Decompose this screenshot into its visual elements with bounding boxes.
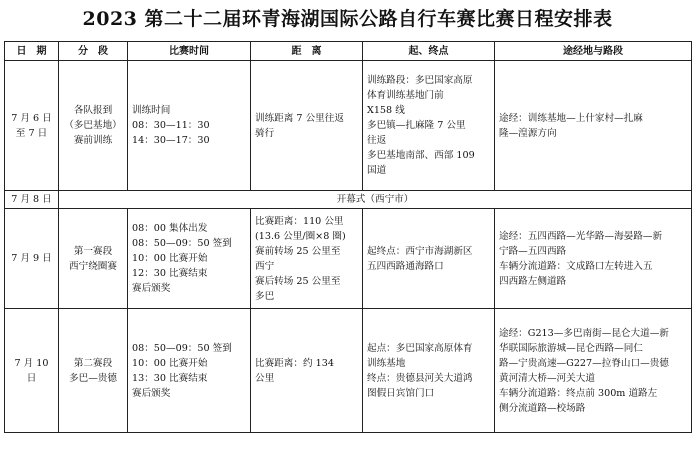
- cell-distance: 比赛距离：约 134 公里: [251, 309, 363, 433]
- cell-route: 途经：训练基地—上什家村—扎麻 隆—湟源方向: [495, 61, 692, 191]
- cell-time: 08：00 集体出发 08：50—09：50 签到 10：00 比赛开始 12：30 比赛结束 赛后颁奖: [128, 209, 251, 309]
- cell-endpoints: 起点：多巴国家高原体育 训练基地 终点：贵德县河关大道鸿 图假日宾馆门口: [363, 309, 495, 433]
- cell-time: 训练时间 08：30—11：30 14：30—17：30: [128, 61, 251, 191]
- page-title: 2023 第二十二届环青海湖国际公路自行车赛比赛日程安排表: [82, 8, 613, 30]
- cell-route: 途经：五四西路—光华路—海晏路—新 宁路—五四西路 车辆分流道路：文成路口左转进入五 四西路左侧道路: [495, 209, 692, 309]
- cell-distance: 比赛距离：110 公里 (13.6 公里/圈×8 圈) 赛前转场 25 公里至 西宁 赛后转场 25 公里至 多巴: [251, 209, 363, 309]
- header-endpoints: 起、终点: [363, 42, 495, 61]
- cell-stage: 第二赛段 多巴—贵德: [59, 309, 128, 433]
- header-stage: 分 段: [59, 42, 128, 61]
- cell-route: 途经：G213—多巴南街—昆仑大道—新 华联国际旅游城—昆仑西路—同仁 路—宁贵高速—G227—拉脊山口—贵德 黄河清大桥—河关大道 车辆分流道路：终点前 300m 道路左 侧分流道路—校场路: [495, 309, 692, 433]
- cell-time: 08：50—09：50 签到 10：00 比赛开始 13：30 比赛结束 赛后颁奖: [128, 309, 251, 433]
- cell-date: 7 月 9 日: [5, 209, 59, 309]
- header-date: 日 期: [5, 42, 59, 61]
- cell-stage: 各队报到 （多巴基地） 赛前训练: [59, 61, 128, 191]
- schedule-table: [4, 41, 692, 433]
- table-row: [5, 209, 692, 309]
- cell-endpoints: 起终点：西宁市海湖新区 五四西路通海路口: [363, 209, 495, 309]
- header-route: 途经地与路段: [495, 42, 692, 61]
- header-distance: 距 离: [251, 42, 363, 61]
- cell-endpoints: 训练路段：多巴国家高原 体育训练基地门前 X158 线 多巴镇—扎麻隆 7 公里 往返 多巴基地南部、西部 109 国道: [363, 61, 495, 191]
- cell-date: 7 月 8 日: [5, 191, 59, 209]
- table-header-row: [5, 42, 692, 61]
- table-row: [5, 61, 692, 191]
- table-row: [5, 309, 692, 433]
- cell-date: 7 月 6 日 至 7 日: [5, 61, 59, 191]
- cell-distance: 训练距离 7 公里往返 骑行: [251, 61, 363, 191]
- cell-stage: 第一赛段 西宁绕圈赛: [59, 209, 128, 309]
- cell-date: 7 月 10 日: [5, 309, 59, 433]
- table-row: [5, 191, 692, 209]
- cell-opening-ceremony: 开幕式（西宁市）: [59, 191, 692, 209]
- header-time: 比赛时间: [128, 42, 251, 61]
